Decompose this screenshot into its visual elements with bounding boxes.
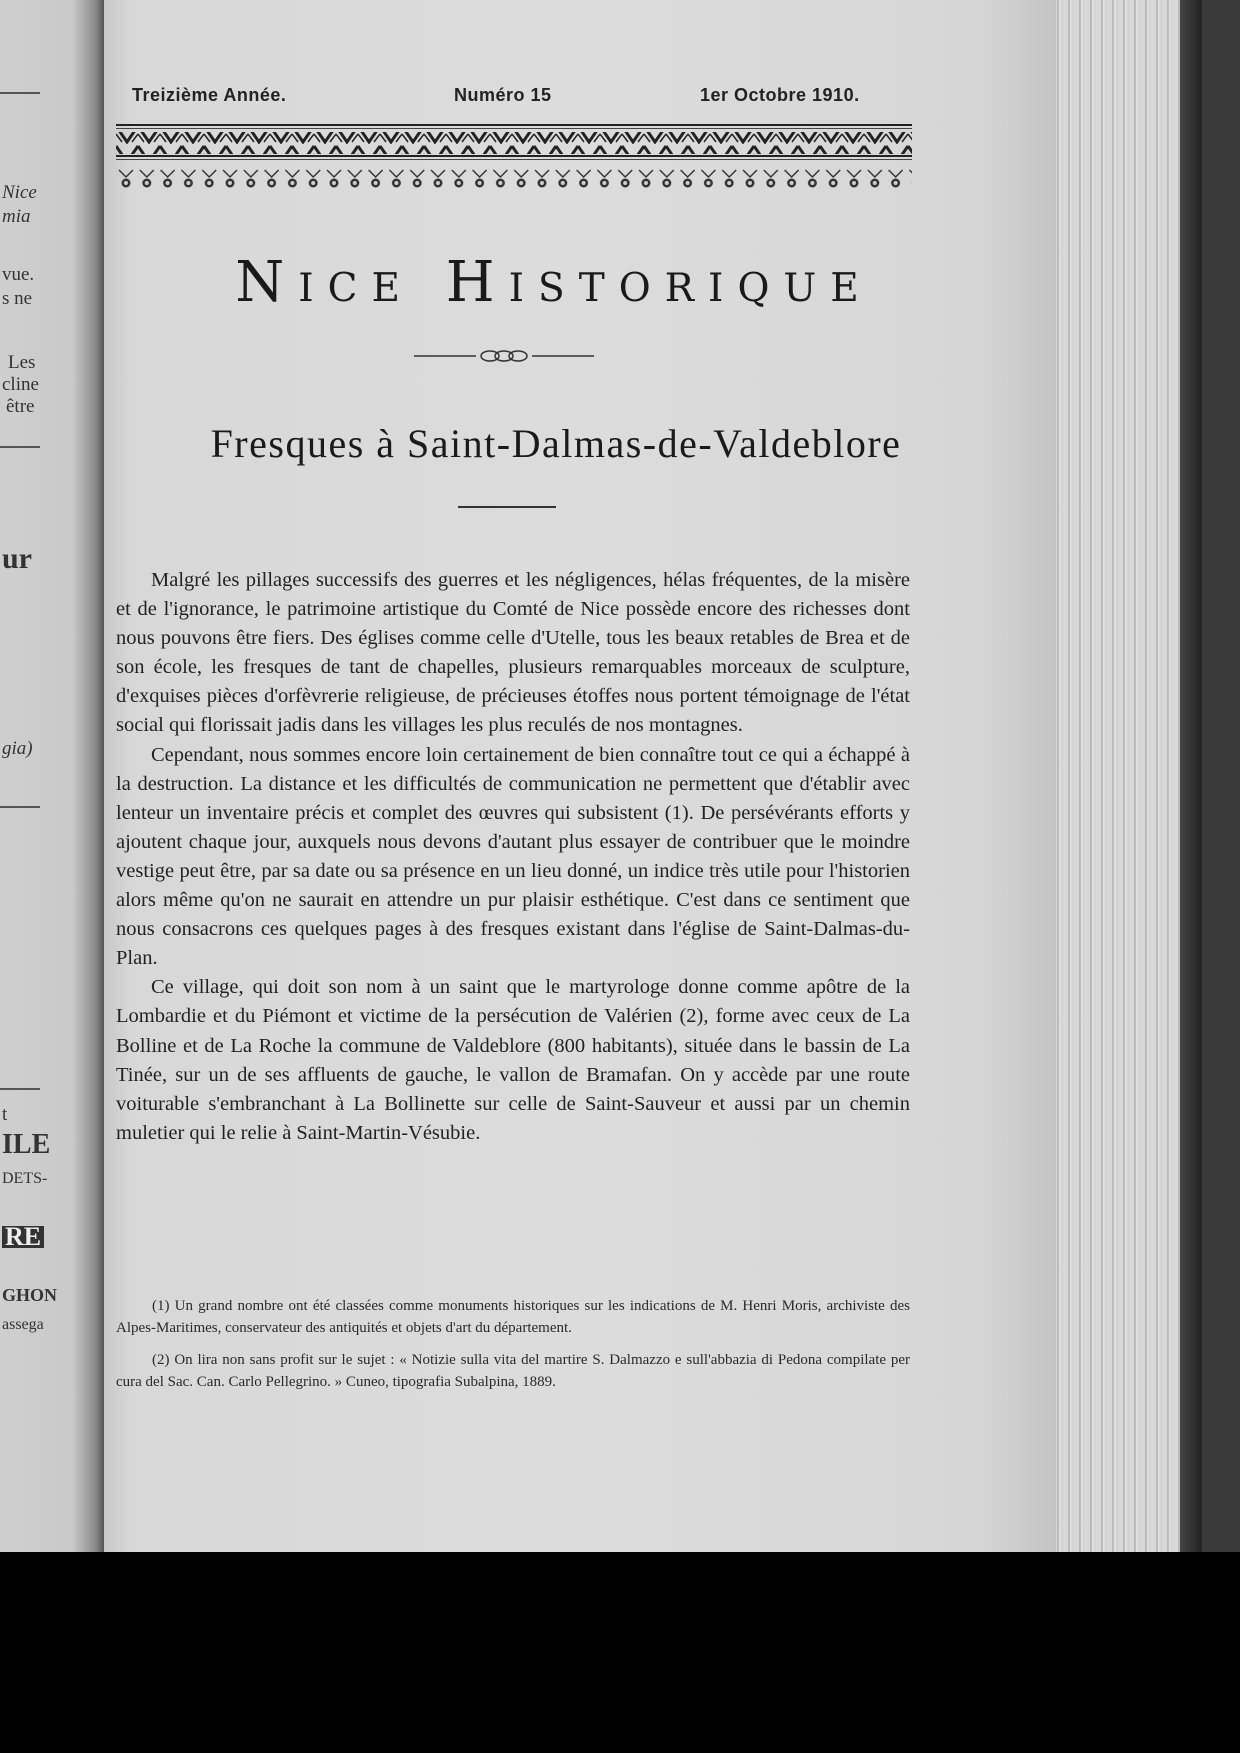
left-page-fragment <box>0 0 104 1552</box>
header-date: 1er Octobre 1910. <box>700 85 860 105</box>
left-text: assega <box>2 1316 44 1333</box>
left-text: vue. <box>2 264 35 285</box>
left-text: mia <box>2 206 31 227</box>
left-text: Nice <box>2 182 37 203</box>
header-number: Numéro 15 <box>454 85 552 105</box>
journal-page <box>104 0 1056 1552</box>
left-text: DETS- <box>2 1170 48 1187</box>
page-edges <box>1052 0 1182 1560</box>
footnote: (1) Un grand nombre ont été classées comme monuments historiques sur les indications de M. Henri Moris, archiviste des Alpes-Maritimes, conservateur des antiquités et objets d'art du département. <box>116 1298 910 1336</box>
left-text: être <box>6 396 35 417</box>
header-year: Treizième Année. <box>132 85 287 105</box>
divider <box>0 1088 40 1090</box>
left-text: Les <box>8 352 36 373</box>
divider <box>0 92 40 94</box>
title-divider <box>458 506 556 508</box>
article-body <box>116 566 910 1148</box>
footnotes <box>116 1295 910 1403</box>
journal-masthead: Nice Historique <box>235 250 873 315</box>
left-text: ILE <box>2 1129 51 1160</box>
masthead-ornament <box>414 344 594 368</box>
left-text: ur <box>2 542 32 575</box>
left-text: cline <box>2 374 39 395</box>
left-text: gia) <box>2 738 33 759</box>
divider <box>0 806 40 808</box>
left-text: GHON <box>2 1285 58 1305</box>
background <box>0 1552 1240 1753</box>
paragraph: Cependant, nous sommes encore loin certainement de bien connaître tout ce qui a échappé à la destruction. La distance et les difficultés de communication ne permettent que d'établir avec lenteur un inventaire précis et complet des œuvres qui subsistent (1). De persévérants efforts y ajoutent chaque jour, auxquels nous devons d'autant plus essayer de contribuer que le moindre vestige peut être, par sa date ou sa présence en un lieu donné, un indice très utile pour l'historien alors même qu'on ne saurait en attendre un pur plaisir esthétique. C'est dans ce sentiment que nous consacrons ces quelques pages à des fresques existant dans l'église de Saint-Dalmas-du-Plan. <box>116 743 910 970</box>
paragraph: Malgré les pillages successifs des guerres et les négligences, hélas fréquentes, de la misère et de l'ignorance, le patrimoine artistique du Comté de Nice possède encore des richesses dont nous pouvons être fiers. Des églises comme celle d'Utelle, tous les beaux retables de Brea et de son école, les fresques de tant de chapelles, plusieurs remarquables morceaux de sculpture, d'exquises pièces d'orfèvrerie religieuse, de précieuses étoffes nous portent témoignage de l'état social qui florissait jadis dans les villages les plus reculés de nos montagnes. <box>116 569 910 737</box>
left-text: t <box>2 1104 8 1125</box>
left-text: s ne <box>2 288 33 309</box>
divider <box>0 446 40 448</box>
left-text: RE <box>2 1226 44 1248</box>
binding-shadow <box>1180 0 1202 1575</box>
article-title: Fresques à Saint-Dalmas-de-Valdeblore <box>210 421 902 466</box>
ornamental-band <box>116 124 912 196</box>
paragraph: Ce village, qui doit son nom à un saint que le martyrologe donne comme apôtre de la Lombardie et du Piémont et victime de la persécution de Valérien (2), forme avec ceux de La Bolline et de La Roche la commune de Valdeblore (800 habitants), située dans le bassin de La Tinée, sur un de ses affluents de gauche, le vallon de Bramafan. On y accède par une route voiturable s'embranchant à La Bollinette sur celle de Saint-Sauveur et aussi par un chemin muletier qui le relie à Saint-Martin-Vésubie. <box>116 976 910 1144</box>
footnote: (2) On lira non sans profit sur le sujet : « Notizie sulla vita del martire S. Dalmazzo e sull'abbazia di Pedona compilate per cura del Sac. Can. Carlo Pellegrino. » Cuneo, tipografia Subalpina, 1889. <box>116 1352 910 1390</box>
